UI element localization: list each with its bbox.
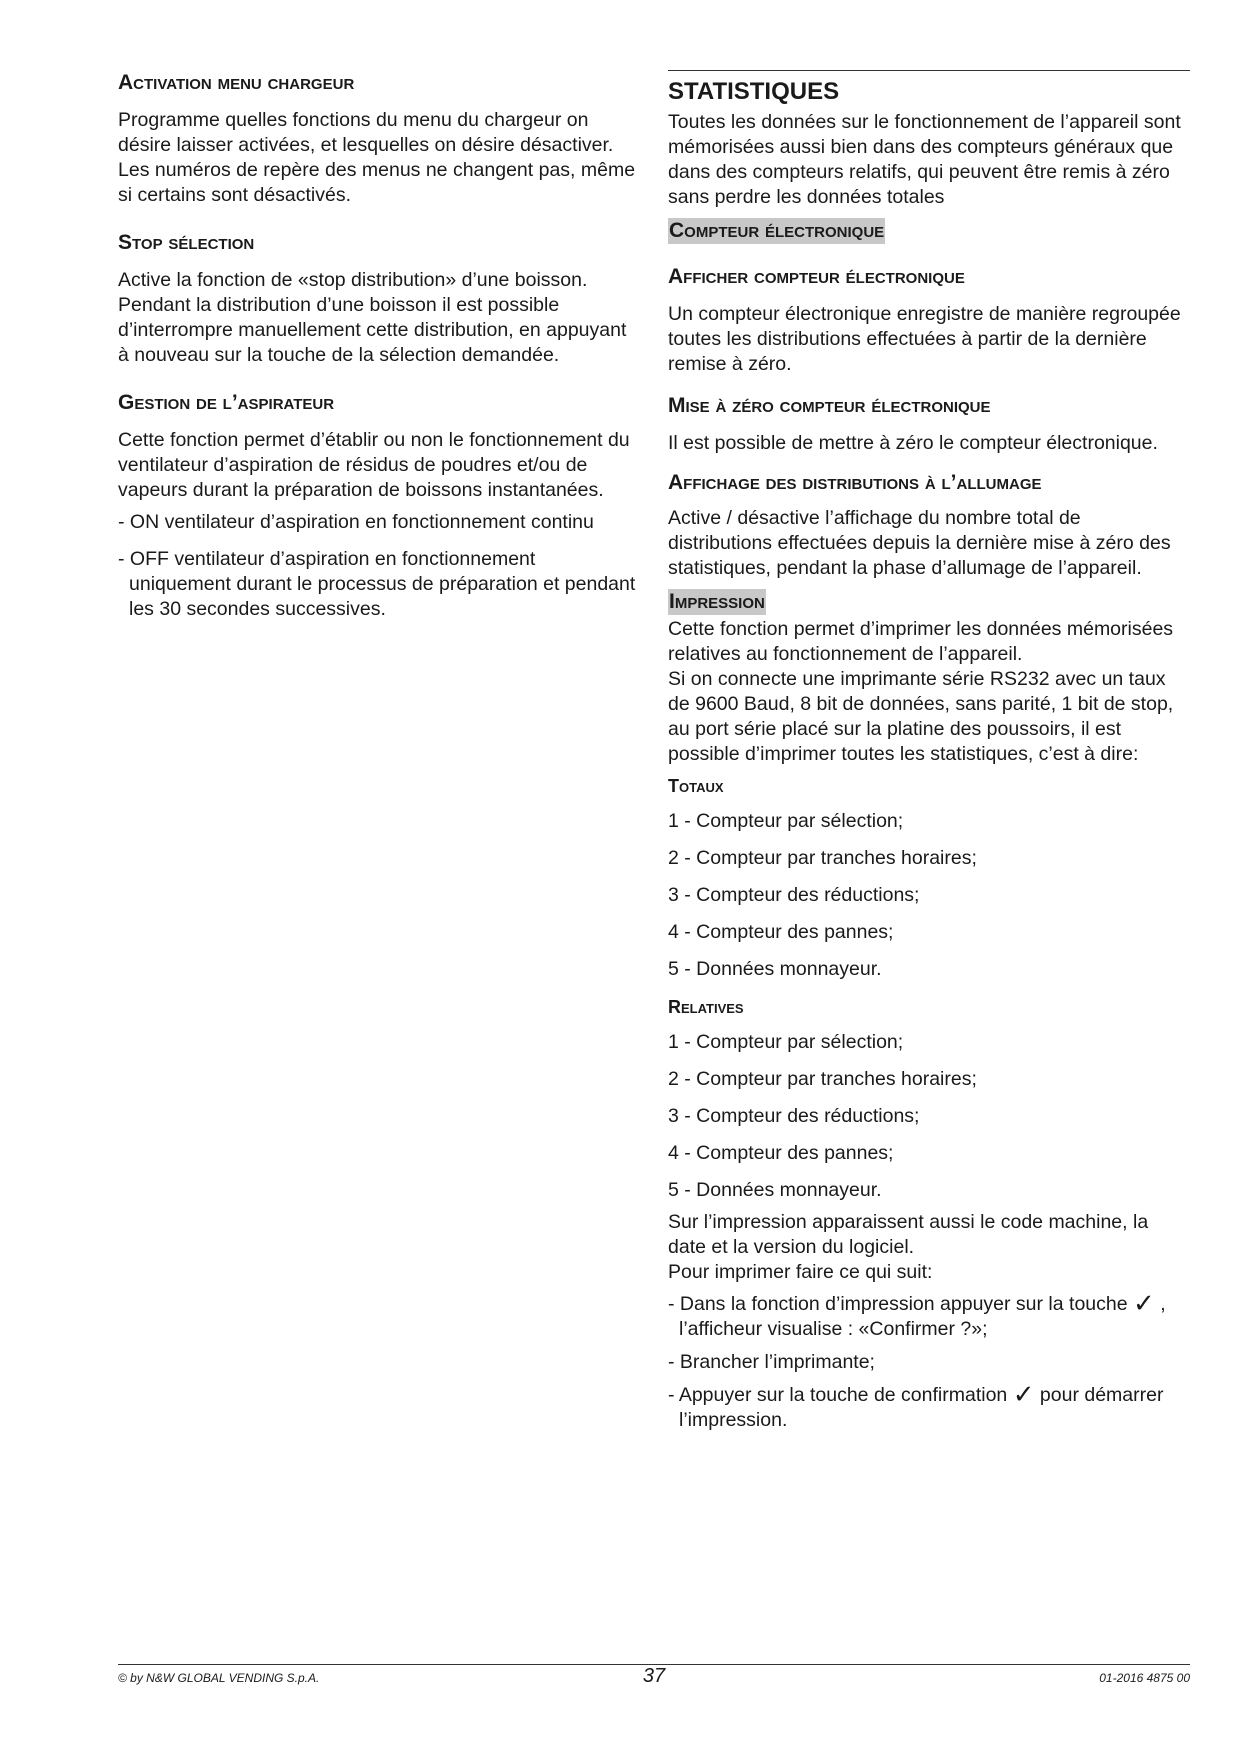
gestion-off-item: - OFF ventilateur d’aspiration en fonctionnement uniquement durant le processus de préparation et pendant les 30 secondes successives.: [118, 548, 636, 620]
impression-paragraph: Cette fonction permet d’imprimer les données mémorisées relatives au fonctionnement de l’appareil.: [668, 618, 1174, 665]
list-item: 4 - Compteur des pannes;: [668, 921, 894, 943]
footer-reference: 01-2016 4875 00: [1099, 1671, 1190, 1685]
check-icon: ✓: [1133, 1288, 1155, 1318]
left-column: [118, 0, 638, 622]
right-column: [668, 0, 1190, 1433]
activation-heading: Activation menu chargeur: [118, 71, 355, 94]
list-item: 5 - Données monnayeur.: [668, 1179, 882, 1201]
list-item: 2 - Compteur par tranches horaires;: [668, 1068, 977, 1090]
step-1-text-2: , l’afficheur visualise : «Confirmer ?»;: [679, 1293, 1166, 1340]
outro-paragraph-2: Pour imprimer faire ce qui suit:: [668, 1261, 933, 1283]
relatives-heading: Relatives: [668, 997, 744, 1017]
footer-copyright: © by N&W GLOBAL VENDING S.p.A.: [118, 1671, 320, 1685]
activation-paragraph: Programme quelles fonctions du menu du chargeur on désire laisser activées, et lesquelles on désire désactiver.: [118, 109, 614, 156]
compteur-heading: Compteur électronique: [669, 219, 885, 242]
mise-paragraph: Il est possible de mettre à zéro le compteur électronique.: [668, 432, 1158, 454]
list-item: 1 - Compteur par sélection;: [668, 810, 904, 832]
step-3-text-2: pour démarrer l’impression.: [679, 1384, 1164, 1431]
step-1-text: - Dans la fonction d’impression appuyer sur la touche: [668, 1293, 1128, 1315]
list-item: 4 - Compteur des pannes;: [668, 1142, 894, 1164]
statistiques-intro: Toutes les données sur le fonctionnement de l’appareil sont mémorisées aussi bien dans des compteurs généraux que dans des compteurs relatifs, qui peuvent être remis à zéro sans perdre les données totales: [668, 111, 1181, 208]
totaux-heading: Totaux: [668, 776, 724, 796]
activation-paragraph-2: Les numéros de repère des menus ne changent pas, même si certains sont désactivés.: [118, 159, 636, 206]
check-icon: ✓: [1012, 1379, 1035, 1409]
page-number: 37: [642, 1665, 666, 1687]
impression-paragraph-2: Si on connecte une imprimante série RS232 avec un taux de 9600 Baud, 8 bit de données, sans parité, 1 bit de stop, au port série placé sur la platine des poussoirs, il est possible d’imprimer toutes les statistiques, c’est à dire:: [668, 668, 1174, 765]
outro-paragraph: Sur l’impression apparaissent aussi le code machine, la date et la version du logiciel.: [668, 1211, 1149, 1258]
stop-heading: Stop sélection: [118, 231, 255, 254]
list-item: 3 - Compteur des réductions;: [668, 1105, 920, 1127]
step-2: - Brancher l’imprimante;: [668, 1351, 875, 1373]
afficher-heading: Afficher compteur électronique: [668, 265, 965, 288]
gestion-on-item: - ON ventilateur d’aspiration en fonctionnement continu: [118, 511, 594, 533]
affichage-paragraph: Active / désactive l’affichage du nombre total de distributions effectuées depuis la dernière mise à zéro des statistiques, pendant la phase d’allumage de l’appareil.: [668, 507, 1171, 579]
impression-heading: Impression: [669, 590, 765, 613]
page-footer: [118, 1664, 1190, 1687]
list-item: 1 - Compteur par sélection;: [668, 1031, 904, 1053]
step-1: [668, 1288, 1190, 1342]
stop-paragraph: Active la fonction de «stop distribution» d’une boisson. Pendant la distribution d’une boisson il est possible d’interrompre manuellement cette distribution, en appuyant à nouveau sur la touche de la sélection demandée.: [118, 269, 627, 366]
gestion-paragraph: Cette fonction permet d’établir ou non le fonctionnement du ventilateur d’aspiration de résidus de poudres et/ou de vapeurs durant la préparation de boissons instantanées.: [118, 429, 630, 501]
gestion-heading: Gestion de l’aspirateur: [118, 391, 335, 414]
afficher-paragraph: Un compteur électronique enregistre de manière regroupée toutes les distributions effectuées à partir de la dernière remise à zéro.: [668, 303, 1181, 375]
list-item: 2 - Compteur par tranches horaires;: [668, 847, 977, 869]
list-item: 5 - Données monnayeur.: [668, 958, 882, 980]
statistiques-title: STATISTIQUES: [668, 70, 1190, 107]
mise-heading: Mise à zéro compteur électronique: [668, 394, 991, 417]
affichage-heading: Affichage des distributions à l’allumage: [668, 471, 1042, 494]
step-3: [668, 1379, 1190, 1433]
step-3-text: - Appuyer sur la touche de confirmation: [668, 1384, 1008, 1406]
list-item: 3 - Compteur des réductions;: [668, 884, 920, 906]
